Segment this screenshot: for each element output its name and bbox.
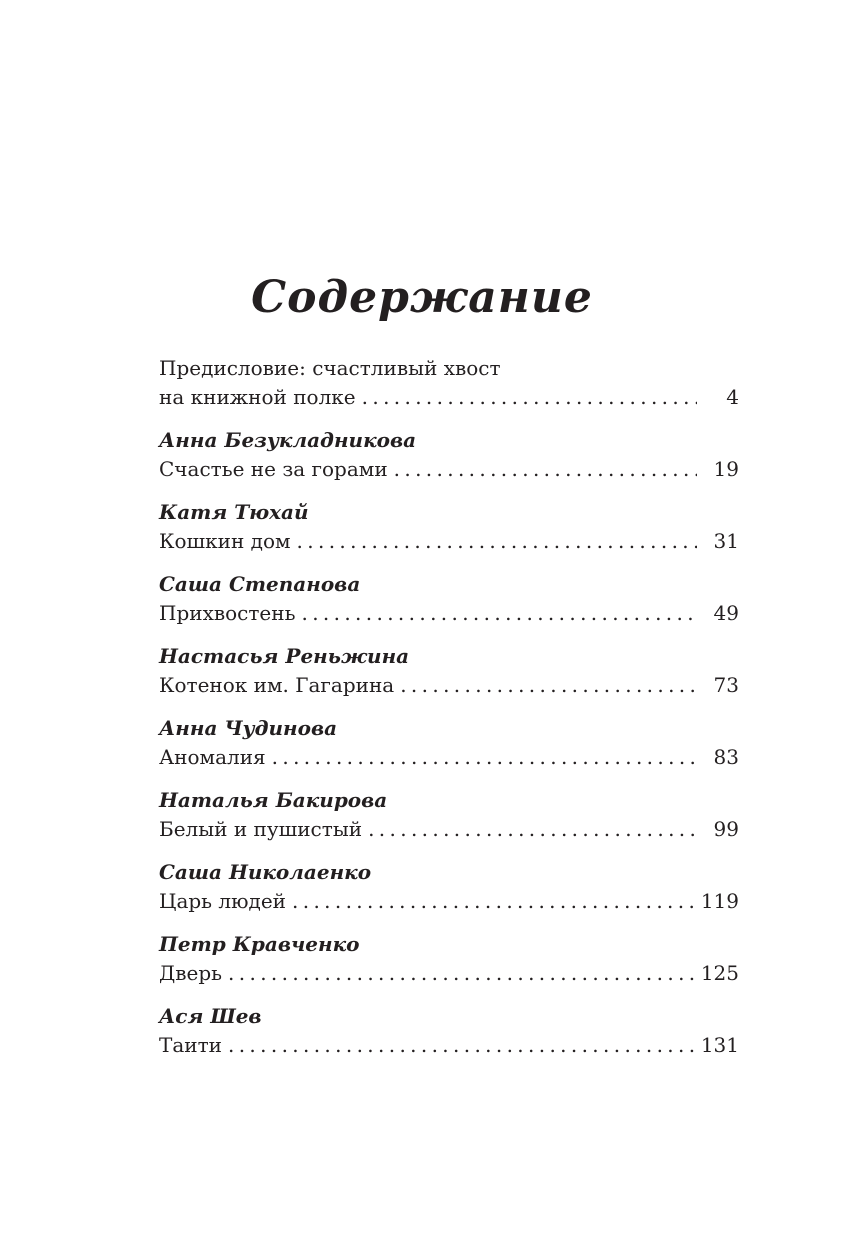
story-title: Дверь bbox=[159, 961, 223, 985]
table-of-contents bbox=[159, 354, 739, 1060]
story-title: Счастье не за горами bbox=[159, 457, 388, 481]
preface-row bbox=[159, 383, 739, 412]
toc-entry bbox=[159, 426, 739, 484]
dot-leader bbox=[394, 455, 697, 484]
story-title: Котенок им. Гагарина bbox=[159, 673, 395, 697]
toc-entry bbox=[159, 930, 739, 988]
page-number: 131 bbox=[700, 1033, 739, 1057]
page-number: 83 bbox=[713, 745, 739, 769]
preface-title-line2: на книжной полке bbox=[159, 385, 356, 409]
author-name: Анна Чудинова bbox=[159, 716, 338, 740]
story-row bbox=[159, 1031, 739, 1060]
dot-leader bbox=[292, 887, 697, 916]
toc-entry bbox=[159, 642, 739, 700]
story-row bbox=[159, 743, 739, 772]
toc-entry bbox=[159, 498, 739, 556]
page-number: 31 bbox=[713, 529, 739, 553]
page-number: 4 bbox=[726, 385, 739, 409]
toc-entry bbox=[159, 714, 739, 772]
page-title: Содержание bbox=[251, 272, 593, 323]
dot-leader bbox=[362, 383, 697, 412]
dot-leader bbox=[301, 599, 697, 628]
story-row bbox=[159, 815, 739, 844]
page-number: 119 bbox=[700, 889, 739, 913]
dot-leader bbox=[400, 671, 697, 700]
author-name: Анна Безукладникова bbox=[159, 428, 417, 452]
story-row bbox=[159, 599, 739, 628]
toc-entry bbox=[159, 786, 739, 844]
dot-leader bbox=[297, 527, 697, 556]
dot-leader bbox=[272, 743, 697, 772]
author-name: Наталья Бакирова bbox=[159, 788, 388, 812]
story-row bbox=[159, 527, 739, 556]
story-title: Прихвостень bbox=[159, 601, 296, 625]
dot-leader bbox=[228, 959, 697, 988]
preface-title-line1: Предисловие: счастливый хвост bbox=[159, 356, 501, 380]
story-row bbox=[159, 887, 739, 916]
story-row bbox=[159, 455, 739, 484]
story-title: Таити bbox=[159, 1033, 222, 1057]
story-title: Аномалия bbox=[159, 745, 266, 769]
story-title: Царь людей bbox=[159, 889, 287, 913]
toc-entry bbox=[159, 1002, 739, 1060]
page-number: 125 bbox=[700, 961, 739, 985]
story-title: Белый и пушистый bbox=[159, 817, 363, 841]
story-row bbox=[159, 671, 739, 700]
author-name: Настасья Реньжина bbox=[159, 644, 410, 668]
toc-entry bbox=[159, 570, 739, 628]
page-number: 19 bbox=[713, 457, 739, 481]
author-name: Катя Тюхай bbox=[159, 500, 309, 524]
page-number: 99 bbox=[713, 817, 739, 841]
dot-leader bbox=[228, 1031, 697, 1060]
dot-leader bbox=[368, 815, 697, 844]
story-title: Кошкин дом bbox=[159, 529, 291, 553]
page-number: 49 bbox=[713, 601, 739, 625]
toc-entry bbox=[159, 858, 739, 916]
author-name: Саша Николаенко bbox=[159, 860, 372, 884]
author-name: Петр Кравченко bbox=[159, 932, 360, 956]
page-number: 73 bbox=[713, 673, 739, 697]
author-name: Саша Степанова bbox=[159, 572, 361, 596]
story-row bbox=[159, 959, 739, 988]
author-name: Ася Шев bbox=[159, 1004, 262, 1028]
toc-entry-preface bbox=[159, 354, 739, 412]
